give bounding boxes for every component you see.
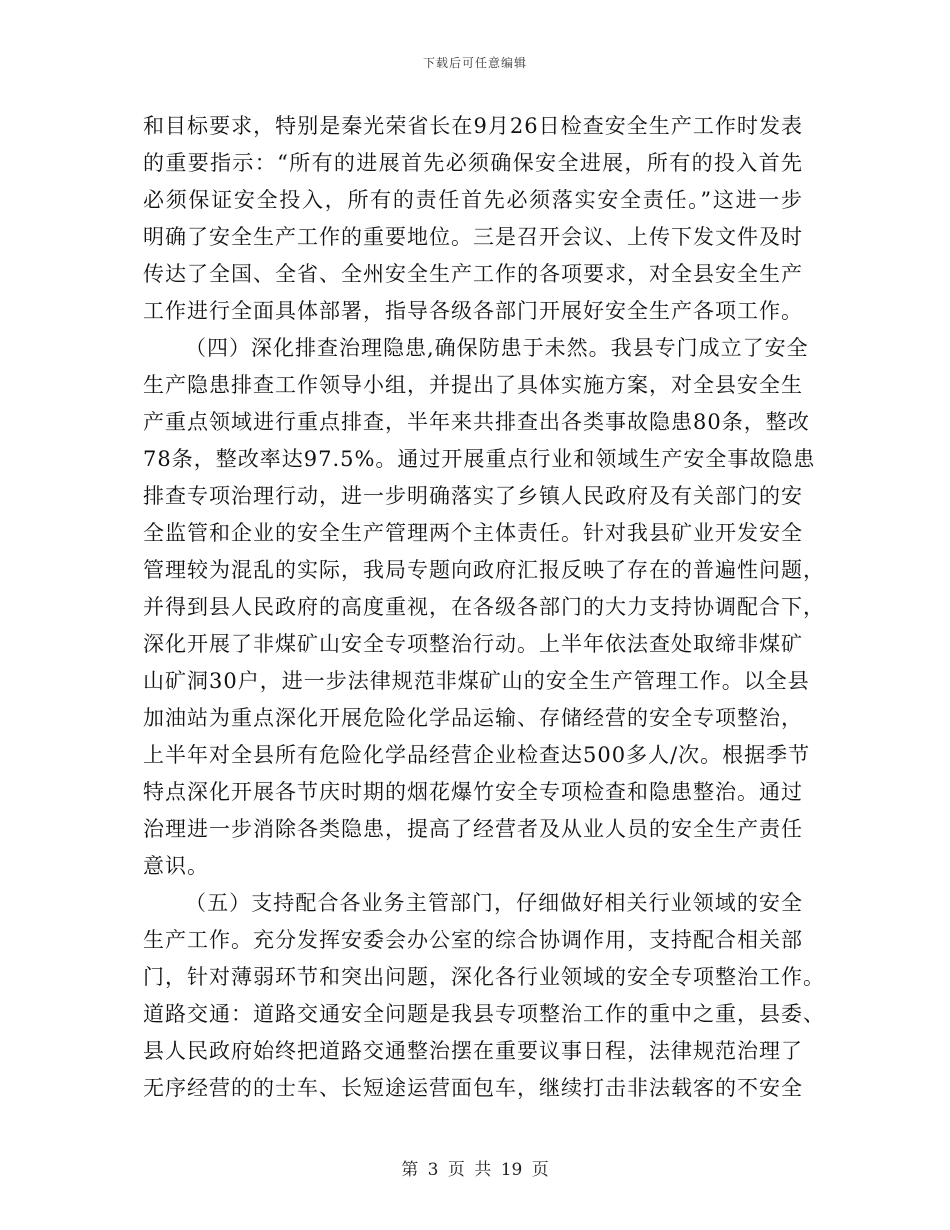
text-line: 治理进一步消除各类隐患，提高了经营者及从业人员的安全生产责任 [143, 817, 803, 841]
page-header: 下载后可任意编辑 [422, 56, 527, 70]
text-line: 工作进行全面具体部署，指导各级各部门开展好安全生产各项工作。 [143, 299, 803, 323]
text-line: 传达了全国、全省、全州安全生产工作的各项要求，对全县安全生产 [143, 262, 803, 286]
text-line: 道路交通：道路交通安全问题是我县专项整治工作的重中之重，县委、 [143, 1002, 825, 1026]
text-line: （五）支持配合各业务主管部门，仔细做好相关行业领域的安全 [185, 891, 803, 915]
text-line: 全监管和企业的安全生产管理两个主体责任。针对我县矿业开发安全 [143, 521, 803, 545]
text-line: 并得到县人民政府的高度重视，在各级各部门的大力支持协调配合下， [143, 595, 825, 619]
text-line: 必须保证安全投入，所有的责任首先必须落实安全责任。”这进一步 [143, 188, 803, 212]
text-line: 生产工作。充分发挥安委会办公室的综合协调作用，支持配合相关部 [143, 928, 803, 952]
text-line: 产重点领域进行重点排查，半年来共排查出各类事故隐患80条，整改 [143, 410, 810, 434]
text-line: 78条，整改率达97.5%。通过开展重点行业和领域生产安全事故隐患 [143, 447, 816, 471]
text-line: 的重要指示：“所有的进展首先必须确保安全进展，所有的投入首先 [143, 151, 803, 175]
text-line: 上半年对全县所有危险化学品经营企业检查达500多人/次。根据季节 [143, 743, 811, 767]
text-line: 无序经营的的士车、长短途运营面包车，继续打击非法载客的不安全 [143, 1076, 803, 1100]
text-line: 排查专项治理行动，进一步明确落实了乡镇人民政府及有关部门的安 [143, 484, 803, 508]
text-line: 管理较为混乱的实际，我局专题向政府汇报反映了存在的普遍性问题， [143, 558, 825, 582]
text-line: 门，针对薄弱环节和突出问题，深化各行业领域的安全专项整治工作。 [143, 965, 825, 989]
text-line: 意识。 [143, 854, 209, 878]
text-line: 和目标要求，特别是秦光荣省长在9月26日检查安全生产工作时发表 [143, 114, 803, 138]
text-line: 深化开展了非煤矿山安全专项整治行动。上半年依法查处取缔非煤矿 [143, 632, 803, 656]
page-footer: 第 3 页 共 19 页 [401, 1160, 549, 1180]
document-body [143, 108, 825, 1107]
text-line: 加油站为重点深化开展危险化学品运输、存储经营的安全专项整治， [143, 706, 803, 730]
text-line: （四）深化排查治理隐患,确保防患于未然。我县专门成立了安全 [185, 336, 809, 360]
text-line: 山矿洞30户，进一步法律规范非煤矿山的安全生产管理工作。以全县 [143, 669, 810, 693]
text-line: 特点深化开展各节庆时期的烟花爆竹安全专项检查和隐患整治。通过 [143, 780, 803, 804]
text-line: 县人民政府始终把道路交通整治摆在重要议事日程，法律规范治理了 [143, 1039, 803, 1063]
text-line: 明确了安全生产工作的重要地位。三是召开会议、上传下发文件及时 [143, 225, 803, 249]
text-line: 生产隐患排查工作领导小组，并提出了具体实施方案，对全县安全生 [143, 373, 803, 397]
